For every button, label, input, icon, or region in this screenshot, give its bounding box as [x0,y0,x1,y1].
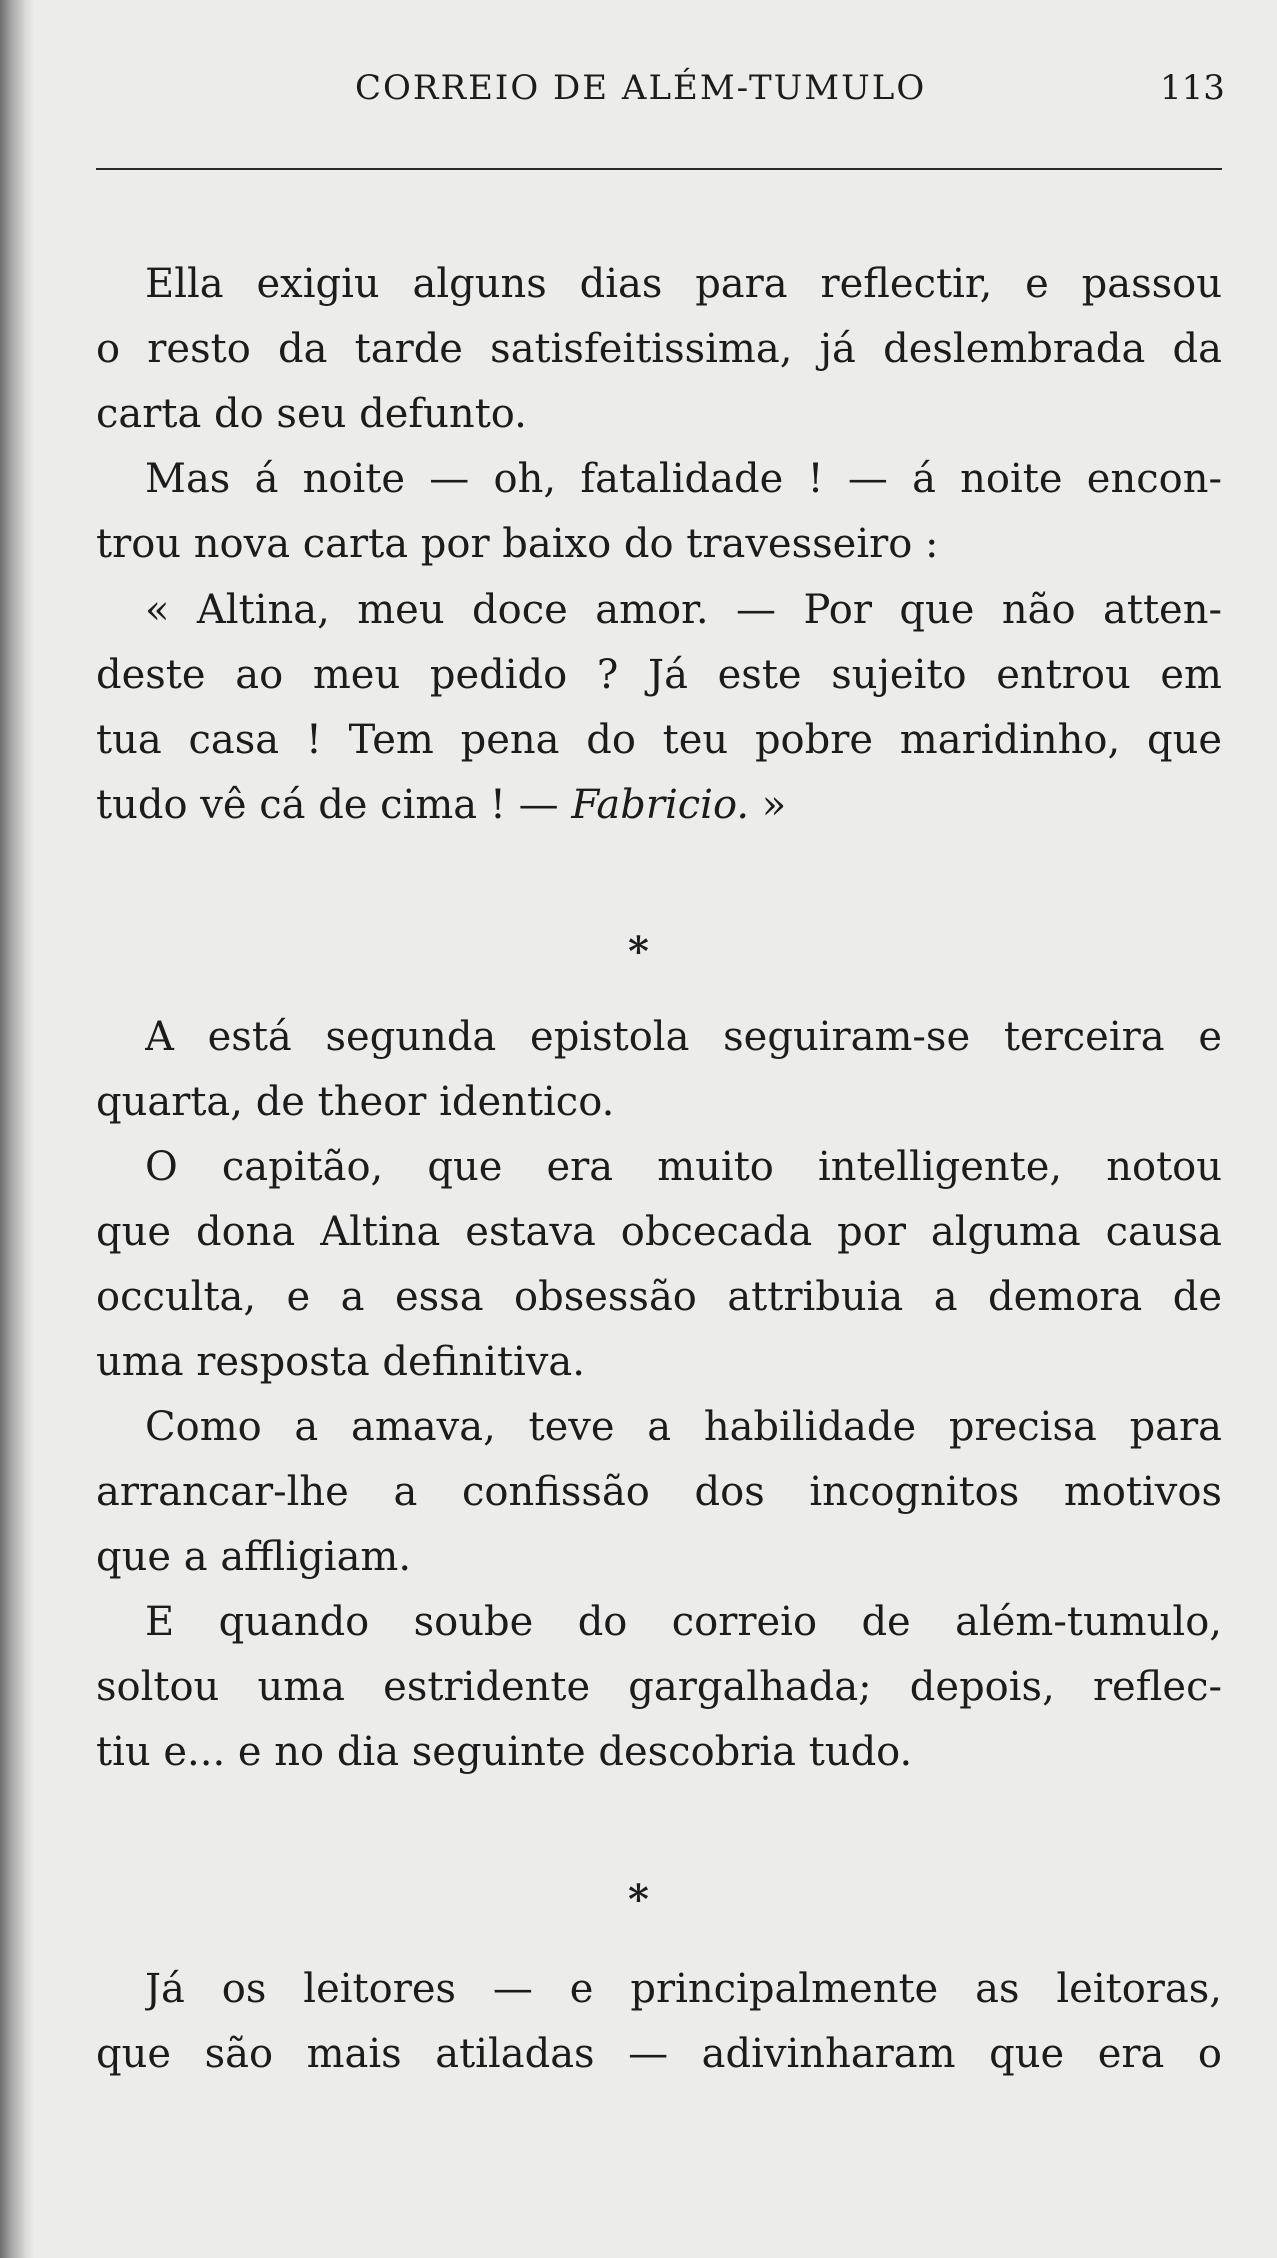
paragraph-1-line-2: o resto da tarde satisfeitissima, já deslembrada da [96,326,1222,372]
paragraph-5-line-1: O capitão, que era muito intelligente, notou [145,1144,1222,1190]
paragraph-5-line-4: uma resposta definitiva. [96,1339,585,1385]
running-title: CORREIO DE ALÉM-TUMULO [355,68,927,108]
paragraph-3-line-4 [96,779,1222,831]
paragraph-8-line-2: que são mais atiladas — adivinharam que era o [96,2031,1222,2077]
paragraph-5-line-3: occulta, e a essa obsessão attribuia a demora de [96,1274,1222,1320]
paragraph-1-line-1: Ella exigiu alguns dias para reflectir, e passou [145,261,1222,307]
letter-closing-text: tudo vê cá de cima ! — [96,782,572,828]
section-separator: * [628,928,649,975]
paragraph-7-line-1: E quando soube do correio de além-tumulo, [145,1599,1222,1645]
paragraph-3-line-3: tua casa ! Tem pena do teu pobre maridinho, que [96,717,1222,763]
paragraph-4-line-1: A está segunda epistola seguiram-se terceira e [145,1014,1222,1060]
section-separator: * [628,1876,649,1923]
paragraph-6-line-3: que a affligiam. [96,1534,412,1580]
paragraph-7-line-3: tiu e... e no dia seguinte descobria tudo. [96,1729,913,1775]
paragraph-2-line-1: Mas á noite — oh, fatalidade ! — á noite encon- [145,456,1222,502]
paragraph-6-line-1: Como a amava, teve a habilidade precisa para [145,1404,1222,1450]
paragraph-1-line-3: carta do seu defunto. [96,391,527,437]
paragraph-4-line-2: quarta, de theor identico. [96,1079,615,1125]
paragraph-2-line-2: trou nova carta por baixo do travesseiro : [96,521,939,567]
paragraph-3-line-2: deste ao meu pedido ? Já este sujeito entrou em [96,652,1222,698]
closing-quote: » [749,782,787,828]
page-number: 113 [1160,68,1225,108]
paragraph-3-line-1: « Altina, meu doce amor. — Por que não atten- [145,587,1222,633]
paragraph-5-line-2: que dona Altina estava obcecada por alguma causa [96,1209,1222,1255]
paragraph-7-line-2: soltou uma estridente gargalhada; depois, reflec- [96,1664,1222,1710]
letter-signature: Fabricio. [571,782,750,828]
header-rule [96,168,1222,170]
running-header [0,68,1277,118]
paragraph-6-line-2: arrancar-lhe a confissão dos incognitos motivos [96,1469,1222,1515]
paragraph-8-line-1: Já os leitores — e principalmente as leitoras, [145,1966,1222,2012]
